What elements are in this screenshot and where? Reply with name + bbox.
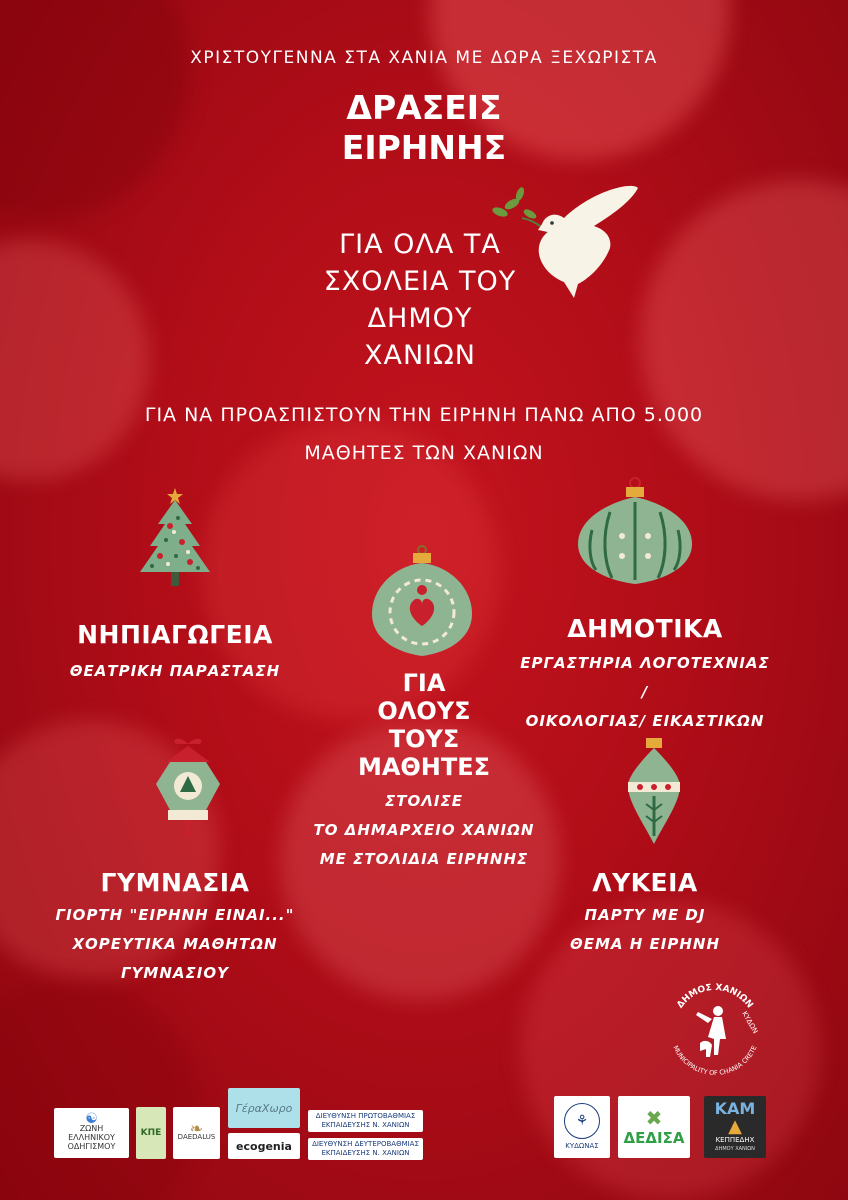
subtitle-line-2: ΣΧΟΛΕΙΑ ΤΟΥ: [323, 266, 517, 297]
drop-ornament-icon: [624, 736, 684, 846]
geraxoro-logo: [228, 1088, 300, 1128]
page-title: [0, 88, 848, 168]
info-line-2: ΜΑΘΗΤΕΣ ΤΩΝ ΧΑΝΙΩΝ: [304, 442, 544, 464]
section-nipiagogeia: [40, 620, 310, 686]
kydonas-seal-icon: ⚘: [564, 1103, 600, 1139]
kam-line-2: ΔΗΜΟΥ ΧΑΝΙΩΝ: [715, 1146, 755, 1152]
section-title: ΝΗΠΙΑΓΩΓΕΙΑ: [77, 620, 273, 649]
subtitle-line-3: ΔΗΜΟΥ: [367, 303, 473, 334]
daedalus-text: DAEDALUS: [177, 1133, 216, 1141]
kam-logo: [704, 1096, 766, 1158]
subtitle-line-1: ΓΙΑ ΟΛΑ ΤΑ: [339, 229, 501, 260]
kydonas-text: ΚΥΔΩΝΑΣ: [565, 1142, 599, 1150]
section-all-students: [300, 669, 548, 874]
section-title: ΓΥΜΝΑΣΙΑ: [100, 868, 250, 897]
zoni-line-1: ΖΩΝΗ: [79, 1124, 104, 1133]
kam-line-1: ΚΕΠΠΕΔΗΧ: [715, 1136, 755, 1144]
section-lykeia: [560, 868, 730, 959]
title-line-2: ΕΙΡΗΝΗΣ: [341, 128, 507, 167]
section-gymnasia: [40, 868, 310, 988]
lantern-ornament-icon: [148, 734, 228, 844]
top-tagline: ΧΡΙΣΤΟΥΓΕΝΝΑ ΣΤΑ ΧΑΝΙΑ ΜΕ ΔΩΡΑ ΞΕΧΩΡΙΣΤΑ: [190, 48, 658, 68]
ecogenia-logo: [228, 1133, 300, 1159]
section-desc-2: ΘΕΜΑ Η ΕΙΡΗΝΗ: [569, 935, 720, 953]
onion-ornament-icon: [570, 476, 700, 588]
christmas-tree-icon: [130, 484, 220, 600]
zoni-logo: [54, 1108, 129, 1158]
section-title-4: ΜΑΘΗΤΕΣ: [357, 753, 491, 781]
section-title: ΛΥΚΕΙΑ: [592, 868, 698, 897]
section-dimotika: [520, 614, 770, 736]
info-line-1: ΓΙΑ ΝΑ ΠΡΟΑΣΠΙΣΤΟΥΝ ΤΗΝ ΕΙΡΗΝΗ ΠΑΝΩ ΑΠΟ 5.000: [144, 404, 704, 426]
section-desc-3: ΜΕ ΣΤΟΛΙΔΙΑ ΕΙΡΗΝΗΣ: [319, 850, 529, 868]
section-title: ΔΗΜΟΤΙΚΑ: [567, 614, 723, 643]
kam-text: ΚΑΜ: [714, 1099, 756, 1118]
dipe-logo: [308, 1110, 423, 1132]
kpe-text: ΚΠΕ: [140, 1127, 162, 1138]
seal-top-text: ΔΗΜΟΣ ΧΑΝΙΩΝ: [675, 982, 755, 1011]
title-line-1: ΔΡΑΣΕΙΣ: [346, 88, 502, 127]
kydonas-logo: [554, 1096, 610, 1158]
subtitle-line-4: ΧΑΝΙΩΝ: [364, 340, 476, 371]
dedisa-figure-icon: ✖: [645, 1106, 663, 1130]
dedisa-logo: [618, 1096, 690, 1158]
zoni-line-2: ΕΛΛΗΝΙΚΟΥ: [68, 1133, 115, 1142]
geraxoro-text: ΓέραΧωρο: [235, 1101, 293, 1115]
round-ornament-icon: [368, 544, 476, 660]
section-title-3: ΤΟΥΣ: [388, 725, 460, 753]
section-desc-1: ΠΑΡΤΥ ΜΕ DJ: [584, 906, 706, 924]
daedalus-wing-icon: ❧: [189, 1119, 204, 1138]
dide-line-1: ΔΙΕΥΘΥΝΣΗ ΔΕΥΤΕΡΟΒΑΘΜΙΑΣ: [312, 1140, 419, 1148]
municipality-seal-logo: [660, 975, 770, 1085]
ecogenia-text: ecogenia: [236, 1139, 292, 1153]
subtitle: [220, 226, 620, 374]
section-desc-2: ΤΟ ΔΗΜΑΡΧΕΙΟ ΧΑΝΙΩΝ: [313, 821, 535, 839]
seal-side-text: ΚΥΔΩΝ: [740, 1010, 760, 1036]
section-desc-3: ΓΥΜΝΑΣΙΟΥ: [121, 964, 229, 982]
section-desc-1: ΓΙΟΡΤΗ "ΕΙΡΗΝΗ ΕΙΝΑΙ...": [55, 906, 295, 924]
section-desc-1: ΕΡΓΑΣΤΗΡΙΑ ΛΟΓΟΤΕΧΝΙΑΣ /: [520, 654, 770, 701]
seal-bottom-text: MUNICIPALITY OF CHANIA CRETE: [671, 1044, 759, 1078]
section-desc-2: ΧΟΡΕΥΤΙΚΑ ΜΑΘΗΤΩΝ: [72, 935, 278, 953]
dide-line-2: ΕΚΠΑΙΔΕΥΣΗΣ Ν. ΧΑΝΙΩΝ: [321, 1149, 410, 1157]
daedalus-logo: [173, 1107, 220, 1159]
dide-logo: [308, 1138, 423, 1160]
zoni-logo-icon: ☯: [85, 1111, 98, 1127]
section-desc-1: ΣΤΟΛΙΣΕ: [385, 792, 463, 810]
section-desc-2: ΟΙΚΟΛΟΓΙΑΣ/ ΕΙΚΑΣΤΙΚΩΝ: [525, 712, 765, 730]
dipe-line-1: ΔΙΕΥΘΥΝΣΗ ΠΡΩΤΟΒΑΘΜΙΑΣ: [315, 1112, 416, 1120]
dipe-line-2: ΕΚΠΑΙΔΕΥΣΗΣ Ν. ΧΑΝΙΩΝ: [321, 1121, 410, 1129]
section-title-1: ΓΙΑ: [402, 669, 446, 697]
kpe-logo: [136, 1107, 166, 1159]
kam-map-icon: ▲: [728, 1116, 742, 1137]
section-title-2: ΟΛΟΥΣ: [377, 697, 471, 725]
dedisa-text: ΔΕΔΙΣΑ: [623, 1129, 685, 1147]
section-desc: ΘΕΑΤΡΙΚΗ ΠΑΡΑΣΤΑΣΗ: [69, 662, 281, 680]
zoni-line-3: ΟΔΗΓΙΣΜΟΥ: [67, 1142, 116, 1151]
svg-text:ΔΗΜΟΣ ΧΑΝΙΩΝ: [675, 983, 754, 1010]
